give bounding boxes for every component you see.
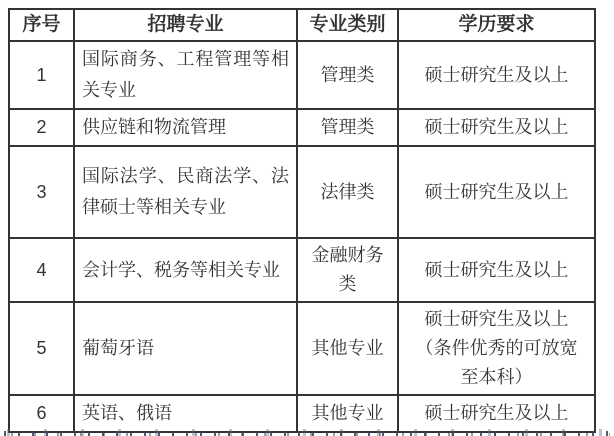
cell-education: 硕士研究生及以上	[398, 41, 595, 109]
header-major: 招聘专业	[74, 9, 297, 41]
cell-category: 管理类	[297, 109, 398, 146]
cell-major: 国际法学、民商法学、法律硕士等相关专业	[74, 146, 297, 238]
cell-category: 金融财务类	[297, 238, 398, 302]
cell-no: 1	[9, 41, 74, 109]
cell-no: 5	[9, 302, 74, 395]
cell-education: 硕士研究生及以上（条件优秀的可放宽至本科）	[398, 302, 595, 395]
table-row	[9, 41, 595, 109]
clipped-text-line	[4, 429, 610, 436]
header-category: 专业类别	[297, 9, 398, 41]
cell-major: 葡萄牙语	[74, 302, 297, 395]
cell-category: 法律类	[297, 146, 398, 238]
table-row	[9, 395, 595, 432]
header-education: 学历要求	[398, 9, 595, 41]
cell-no: 6	[9, 395, 74, 432]
table-row	[9, 109, 595, 146]
cell-no: 2	[9, 109, 74, 146]
cell-education: 硕士研究生及以上	[398, 395, 595, 432]
cell-major: 供应链和物流管理	[74, 109, 297, 146]
cell-category: 其他专业	[297, 395, 398, 432]
cell-major: 会计学、税务等相关专业	[74, 238, 297, 302]
cell-education: 硕士研究生及以上	[398, 146, 595, 238]
cell-category: 其他专业	[297, 302, 398, 395]
cell-education: 硕士研究生及以上	[398, 238, 595, 302]
cell-category: 管理类	[297, 41, 398, 109]
table-header-row	[9, 9, 595, 41]
cell-education: 硕士研究生及以上	[398, 109, 595, 146]
cell-major: 英语、俄语	[74, 395, 297, 432]
table-row	[9, 238, 595, 302]
cell-major: 国际商务、工程管理等相关专业	[74, 41, 297, 109]
cell-no: 4	[9, 238, 74, 302]
cell-no: 3	[9, 146, 74, 238]
recruitment-table	[8, 8, 596, 433]
table-row	[9, 146, 595, 238]
header-no: 序号	[9, 9, 74, 41]
table-row	[9, 302, 595, 395]
